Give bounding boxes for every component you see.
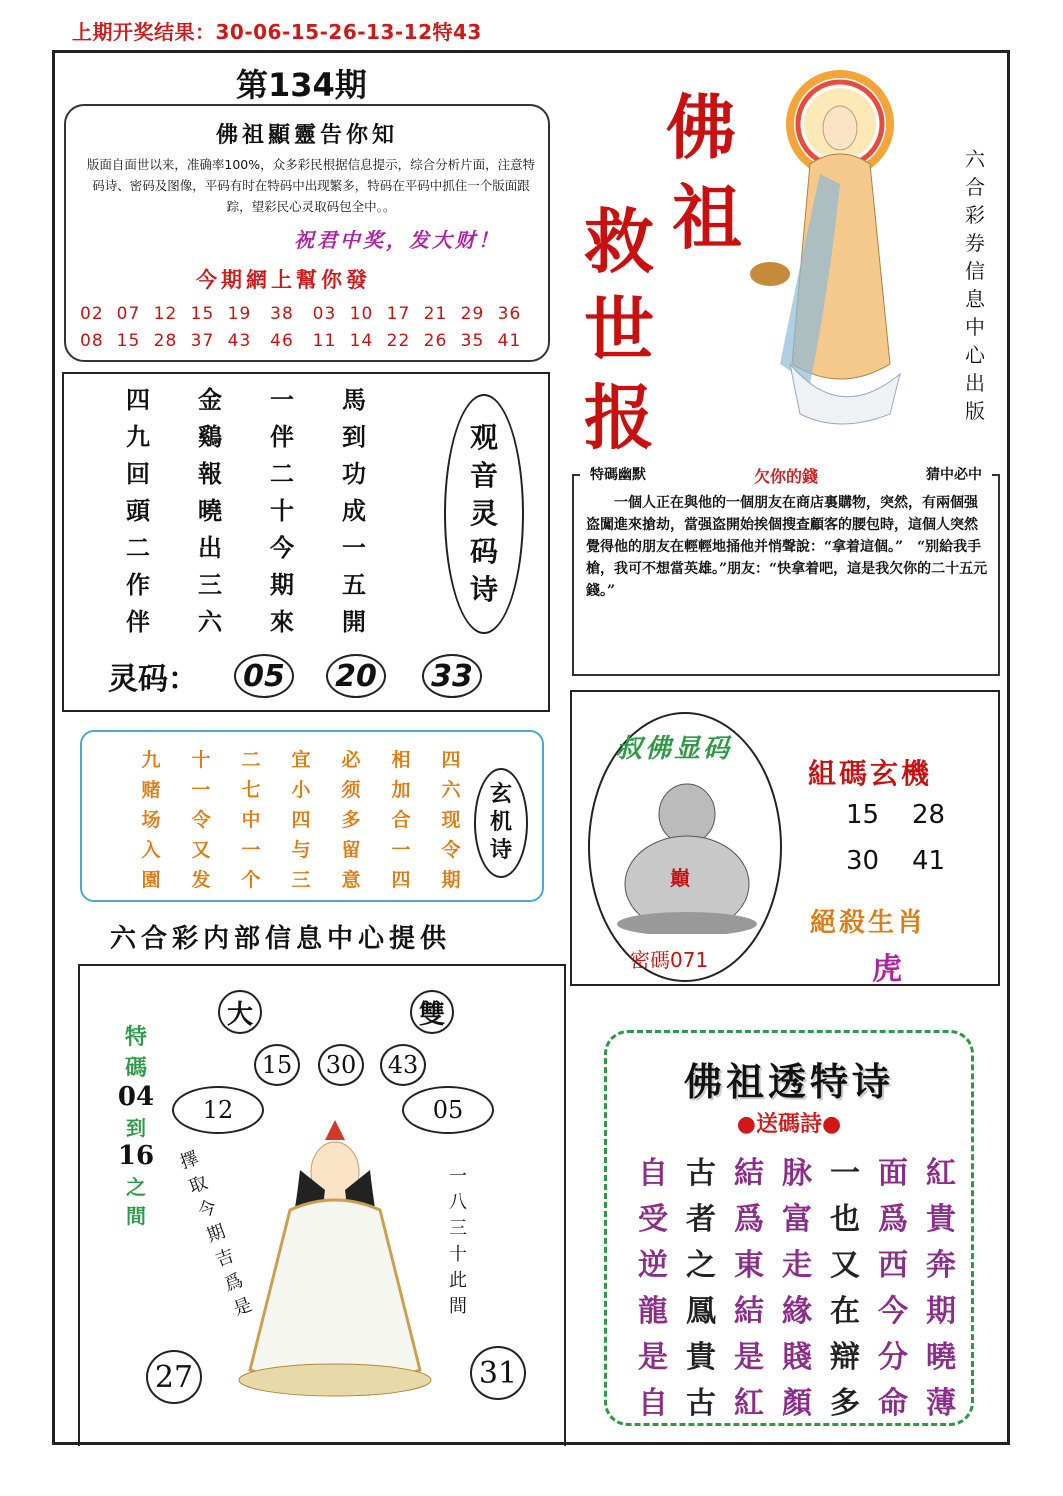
poem-char: 鷄 xyxy=(198,422,222,451)
poem-char: 十 xyxy=(449,1244,467,1265)
tema-char: 之 xyxy=(126,1175,146,1199)
xuanji-char: 小 xyxy=(291,779,311,801)
budai-arc-text: 叔佛显码 xyxy=(616,734,733,764)
tes-char: 紅 xyxy=(734,1386,764,1421)
xuanji-char: 多 xyxy=(341,809,361,831)
tes-char: 東 xyxy=(734,1248,764,1283)
oval-char: 观 xyxy=(469,421,498,454)
number-cell: 15 xyxy=(190,304,215,324)
poem-char: 開 xyxy=(342,607,366,636)
xuanji-char: 与 xyxy=(291,839,311,861)
zuma-num: 41 xyxy=(912,846,946,876)
tes-char: 走 xyxy=(782,1248,812,1283)
title-char: 佛 xyxy=(666,86,736,169)
poem-char: 來 xyxy=(270,607,294,636)
vertical-char: 信 xyxy=(965,259,985,283)
poem-char: 今 xyxy=(270,533,294,562)
poem-char: 取 xyxy=(186,1172,211,1198)
xuanji-char: 宜 xyxy=(291,749,311,771)
number-cell: 10 xyxy=(349,304,374,324)
tema-char: 碼 xyxy=(124,1055,147,1081)
xuanji-char: 中 xyxy=(241,809,261,831)
tes-char: 結 xyxy=(734,1294,764,1329)
oval-char: 码 xyxy=(469,535,498,568)
tes-char: 顏 xyxy=(782,1386,812,1421)
tes-char: 奔 xyxy=(926,1248,956,1283)
poem-char: 擇 xyxy=(177,1147,202,1174)
poem-char: 一 xyxy=(449,1166,467,1187)
xuanji-char: 发 xyxy=(191,869,211,891)
xuanji-char: 一 xyxy=(241,839,261,861)
number-cell: 08 xyxy=(80,331,104,351)
xuanji-char: 须 xyxy=(341,779,361,801)
poem-grid xyxy=(126,384,414,638)
number-row-1 xyxy=(80,304,528,324)
poem-char: 出 xyxy=(198,533,222,562)
tes-char: 受 xyxy=(638,1202,668,1237)
joke-h3: 猜中必中 xyxy=(925,467,982,483)
poem-char: 頭 xyxy=(126,496,150,525)
number-cell: 26 xyxy=(423,331,448,351)
budai-belly-char: 巔 xyxy=(670,866,690,890)
xuanji-char: 令 xyxy=(191,809,211,831)
publisher-vertical xyxy=(960,145,990,425)
number-cell: 03 xyxy=(312,304,337,324)
tes-char: 紅 xyxy=(926,1156,956,1191)
poem-char: 期 xyxy=(270,570,294,599)
fortune-box xyxy=(570,690,1000,986)
number-cell: 36 xyxy=(497,304,522,324)
poem-char: 間 xyxy=(449,1296,467,1317)
divider xyxy=(78,964,80,1446)
xuanji-char: 四 xyxy=(391,869,411,891)
joke-box xyxy=(572,474,1000,676)
number-cell: 43 xyxy=(227,331,252,351)
number-cell: 07 xyxy=(116,304,141,324)
tes-char: 緣 xyxy=(782,1294,812,1329)
zuma-row xyxy=(846,800,945,830)
guanyin-oval xyxy=(444,394,524,634)
oval-char: 玄 xyxy=(489,782,512,807)
xuanji-oval xyxy=(474,768,528,878)
poem-char: 九 xyxy=(126,422,150,451)
kill-value: 虎 xyxy=(872,952,902,987)
zuma-title: 組碼玄機 xyxy=(808,757,933,790)
poem-char: 一 xyxy=(342,533,366,562)
number-cell: 46 xyxy=(270,331,294,351)
tes-char: 是 xyxy=(638,1340,668,1375)
poem-char: 曉 xyxy=(198,496,222,525)
tes-char: 自 xyxy=(638,1156,668,1191)
vertical-char: 息 xyxy=(965,287,985,311)
poem-char: 作 xyxy=(126,570,150,599)
provider-line: 六合彩内部信息中心提供 xyxy=(110,924,452,954)
xuanji-grid xyxy=(126,746,476,894)
revelation-text: 版面自面世以来，准确率100%，众多彩民根据信息提示，综合分析片面，注意特码诗、密码及图像，平码有时在特码中出现繁多，特码在平码中抓住一个版面跟踪，望彩民心灵取码包全中。。 xyxy=(86,157,536,214)
tes-char: 貴 xyxy=(686,1340,716,1375)
poem-char: 是 xyxy=(230,1294,255,1321)
xuanji-char: 七 xyxy=(241,779,261,801)
oval-char: 灵 xyxy=(469,497,498,530)
zuma-num: 15 xyxy=(846,800,880,830)
number-cell: 17 xyxy=(386,304,411,324)
poem-char: 今 xyxy=(195,1196,220,1223)
poem-char: 成 xyxy=(342,496,366,525)
xuanji-char: 合 xyxy=(391,809,411,831)
poem-char: 一 xyxy=(270,385,294,414)
kill-title: 絕殺生肖 xyxy=(810,908,927,938)
tes-char: 結 xyxy=(734,1156,764,1191)
xuanji-char: 六 xyxy=(441,779,461,801)
tes-char: 分 xyxy=(878,1340,908,1375)
title-char: 救 xyxy=(584,200,654,283)
number-cell: 35 xyxy=(460,331,485,351)
vertical-char: 彩 xyxy=(965,203,985,227)
tes-char: 在 xyxy=(830,1294,860,1329)
lingma-code: 05 xyxy=(234,654,294,698)
xuanji-char: 三 xyxy=(291,869,311,891)
tes-char: 古 xyxy=(686,1386,716,1421)
zuma-num: 28 xyxy=(912,800,946,830)
vertical-char: 合 xyxy=(965,175,985,199)
tes-char: 多 xyxy=(830,1386,860,1421)
tema-char: 到 xyxy=(126,1116,146,1140)
tes-char: 富 xyxy=(782,1202,812,1237)
xuanji-char: 相 xyxy=(391,749,411,771)
vertical-char: 券 xyxy=(965,231,985,255)
buddha-illustration xyxy=(740,64,950,432)
poem-char: 到 xyxy=(342,422,366,451)
tes-char: 命 xyxy=(878,1386,908,1421)
guanyin-illustration xyxy=(230,1100,440,1400)
poem-char: 四 xyxy=(126,385,150,414)
number-cell: 19 xyxy=(227,304,252,324)
left-oval-number: 12 xyxy=(172,1086,264,1134)
oval-char: 机 xyxy=(489,810,512,835)
mima: 密碼071 xyxy=(630,948,709,972)
vertical-char: 版 xyxy=(965,399,985,423)
top-number: 43 xyxy=(380,1044,426,1086)
tes-char: 賤 xyxy=(782,1340,812,1375)
tes-char: 又 xyxy=(830,1248,860,1283)
big-circle: 大 xyxy=(218,990,262,1034)
number-cell: 41 xyxy=(497,331,522,351)
title-char: 世 xyxy=(584,288,654,371)
slogan: 祝君中奖，发大财！ xyxy=(294,228,501,252)
tes-poem-box xyxy=(604,1030,974,1426)
divider xyxy=(78,964,564,966)
xuanji-char: 九 xyxy=(141,749,161,771)
xuanji-char: 又 xyxy=(191,839,211,861)
tes-char: 是 xyxy=(734,1340,764,1375)
number-cell: 02 xyxy=(80,304,104,324)
xuanji-char: 留 xyxy=(341,839,361,861)
tes-char: 也 xyxy=(830,1202,860,1237)
poem-char: 三 xyxy=(449,1218,467,1239)
poem-char: 二 xyxy=(126,533,150,562)
xuanji-char: 期 xyxy=(441,869,461,891)
number-cell: 11 xyxy=(312,331,337,351)
xuanji-char: 四 xyxy=(291,809,311,831)
poem-char: 功 xyxy=(342,459,366,488)
number-cell: 37 xyxy=(190,331,215,351)
tes-char: 爲 xyxy=(734,1202,764,1237)
vertical-char: 中 xyxy=(965,315,985,339)
tes-char: 者 xyxy=(686,1202,716,1237)
number-cell: 21 xyxy=(423,304,448,324)
xuanji-char: 四 xyxy=(441,749,461,771)
tes-char: 逆 xyxy=(638,1248,668,1283)
poem-char: 伴 xyxy=(126,607,150,636)
vertical-char: 六 xyxy=(965,147,985,171)
top-number: 15 xyxy=(254,1044,300,1086)
revelation-box xyxy=(64,104,550,362)
tes-char: 爲 xyxy=(878,1202,908,1237)
tes-char: 西 xyxy=(878,1248,908,1283)
circle-number-31: 31 xyxy=(470,1346,526,1400)
poem-char: 期 xyxy=(204,1220,229,1247)
tema-from: 04 xyxy=(117,1082,155,1112)
vertical-char: 心 xyxy=(965,343,985,367)
tes-char: 貴 xyxy=(926,1202,956,1237)
guanyin-poem-box xyxy=(62,372,550,712)
number-cell: 28 xyxy=(153,331,178,351)
tes-char: 龍 xyxy=(638,1294,668,1329)
vertical-char: 出 xyxy=(965,371,985,395)
xuanji-char: 必 xyxy=(341,749,361,771)
zuma-num: 30 xyxy=(846,846,880,876)
tes-char: 辯 xyxy=(830,1340,860,1375)
tes-char: 薄 xyxy=(926,1386,956,1421)
tema-column xyxy=(116,1020,156,1229)
poem-char: 金 xyxy=(198,385,222,414)
circle-number-27: 27 xyxy=(146,1350,202,1404)
number-cell: 38 xyxy=(270,304,294,324)
oval-char: 诗 xyxy=(489,838,512,863)
poem-char: 爲 xyxy=(221,1269,246,1296)
poem-char: 回 xyxy=(126,459,150,488)
xuanji-char: 加 xyxy=(391,779,411,801)
issue-number: 第134期 xyxy=(236,66,367,104)
net-help-title: 今期網上幫你發 xyxy=(196,267,371,292)
xuanji-char: 场 xyxy=(141,809,161,831)
divider xyxy=(564,964,566,1446)
poem-char: 二 xyxy=(270,459,294,488)
poem-char: 馬 xyxy=(342,385,366,414)
tema-char: 特 xyxy=(124,1024,147,1050)
lingma-code: 20 xyxy=(326,654,386,698)
tes-title: 佛祖透特诗 xyxy=(683,1059,894,1104)
xuanji-char: 赌 xyxy=(141,779,161,801)
xuanji-scroll xyxy=(80,730,544,902)
top-number: 30 xyxy=(318,1044,364,1086)
number-cell: 15 xyxy=(116,331,141,351)
xuanji-char: 意 xyxy=(341,869,361,891)
number-cell: 14 xyxy=(349,331,374,351)
poem-char: 此 xyxy=(449,1270,467,1291)
tema-to: 16 xyxy=(117,1141,155,1171)
number-row-2 xyxy=(80,331,528,351)
joke-h1: 特碼幽默 xyxy=(590,467,646,483)
tes-char: 鳳 xyxy=(686,1294,716,1329)
xuanji-char: 入 xyxy=(141,839,161,861)
poem-char: 三 xyxy=(198,570,222,599)
xuanji-char: 现 xyxy=(441,809,461,831)
poem-char: 八 xyxy=(449,1192,467,1213)
poem-char: 報 xyxy=(198,459,222,488)
joke-header xyxy=(580,464,992,487)
tes-sub: ●送碼詩● xyxy=(736,1112,842,1137)
title-char: 报 xyxy=(584,376,654,459)
joke-text: 一個人正在與他的一個朋友在商店裏購物，突然，有兩個强盗闖進來搶劫，當强盗開始挨個搜查顧客的腰包時，這個人突然覺得他的朋友在輕輕地捅他并悄聲說：“拿着這個。” “别給我手槍，我可不想當英雄。”朋友：“快拿着吧，這是我欠你的二十五元錢。” xyxy=(586,495,988,599)
tes-char: 期 xyxy=(926,1294,956,1329)
tes-char: 一 xyxy=(830,1156,860,1191)
oval-char: 音 xyxy=(469,459,498,492)
zuma-row xyxy=(846,846,945,876)
lingma-code: 33 xyxy=(422,654,482,698)
number-cell: 29 xyxy=(460,304,485,324)
title-char: 祖 xyxy=(672,176,742,259)
xuanji-char: 一 xyxy=(391,839,411,861)
tes-char: 脉 xyxy=(782,1156,812,1191)
last-result: 上期开奖结果：30-06-15-26-13-12特43 xyxy=(72,20,482,44)
tes-char: 之 xyxy=(686,1248,716,1283)
tes-char: 古 xyxy=(686,1156,716,1191)
xuanji-char: 一 xyxy=(191,779,211,801)
lingma-label: 灵码： xyxy=(108,662,198,697)
tema-char: 間 xyxy=(126,1204,146,1228)
poem-char: 吉 xyxy=(212,1245,238,1272)
budai-figure xyxy=(612,774,762,934)
tes-grid xyxy=(629,1153,965,1425)
budai-oval xyxy=(588,712,782,982)
poem-char: 六 xyxy=(198,607,222,636)
tes-char: 今 xyxy=(878,1294,908,1329)
number-cell: 12 xyxy=(153,304,178,324)
poem-char: 十 xyxy=(270,496,294,525)
xuanji-char: 十 xyxy=(191,749,211,771)
right-oval-number: 05 xyxy=(402,1086,494,1134)
xuanji-char: 个 xyxy=(241,869,261,891)
poem-char: 伴 xyxy=(270,422,294,451)
tes-char: 面 xyxy=(878,1156,908,1191)
oval-char: 诗 xyxy=(469,573,498,606)
tes-char: 自 xyxy=(638,1386,668,1421)
tes-char: 曉 xyxy=(926,1340,956,1375)
number-cell: 22 xyxy=(386,331,411,351)
xuanji-char: 令 xyxy=(441,839,461,861)
joke-h2: 欠你的錢 xyxy=(753,467,818,486)
poem-char: 五 xyxy=(342,570,366,599)
xuanji-char: 二 xyxy=(241,749,261,771)
revelation-title: 佛祖顯靈告你知 xyxy=(215,122,398,148)
even-circle: 雙 xyxy=(410,990,454,1034)
xuanji-char: 園 xyxy=(141,869,161,891)
right-poem xyxy=(438,1162,478,1318)
